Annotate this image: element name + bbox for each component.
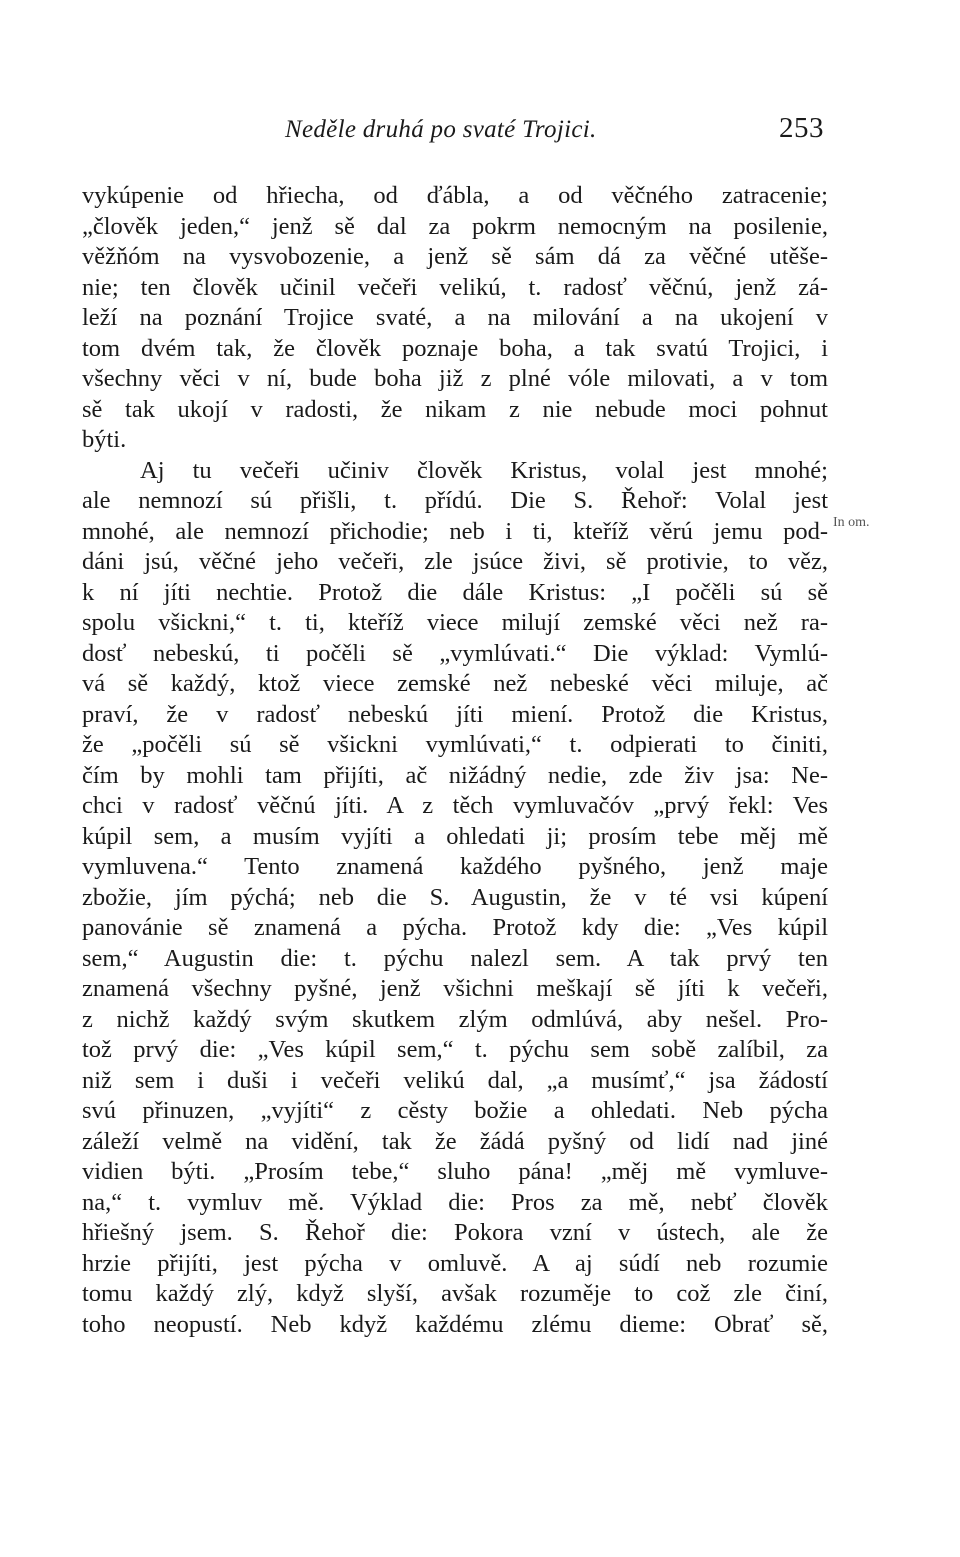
text-line: čím by mohli tam přijíti, ač nižádný nedie, zde živ jsa: Ne- [82, 761, 828, 789]
text-line: vymluvena.“ Tento znamená každého pyšného, jenž maje [82, 853, 828, 880]
text-line: dosť nebeskú, ti počěli sě „vymlúvati.“ Die výklad: Vymlú- [82, 639, 828, 667]
text-line: niž sem i duši i večeři velikú dal, „a musímť,“ jsa žádostí [82, 1066, 828, 1094]
text-line: vykúpenie od hřiecha, od ďábla, a od věčného zatracenie; [82, 182, 828, 209]
text-line: ale nemnozí sú přišli, t. přídú. Die S. Řehoř: Volal jest [82, 487, 828, 514]
text-line: toho neopustí. Neb když každému zlému dieme: Obrať sě, [82, 1310, 828, 1338]
text-line: tom dvém tak, že člověk poznaje boha, a tak svatú Trojici, i [82, 334, 828, 362]
text-line: leží na poznání Trojice svaté, a na milování a na ukojení v [82, 304, 828, 331]
text-line: sě tak ukojí v radosti, že nikam z nie nebude moci pohnut [82, 395, 828, 423]
text-line: praví, že v radosť nebeskú jíti miení. Protož die Kristus, [82, 700, 828, 728]
text-line: panovánie sě znamená a pýcha. Protož kdy die: „Ves kúpil [82, 914, 828, 941]
text-line: „člověk jeden,“ jenž sě dal za pokrm nemocným na posilenie, [82, 212, 828, 240]
text-line: vidien býti. „Prosím tebe,“ sluho pána! „měj mě vymluve- [82, 1158, 828, 1185]
page-number: 253 [779, 112, 824, 144]
text-line: na,“ t. vymluv mě. Výklad die: Pros za mě, nebť člověk [82, 1188, 828, 1216]
text-line: chci v radosť věčnú jíti. A z těch vymluvačóv „prvý řekl: Ves [82, 792, 828, 819]
text-line: k ní jíti nechtie. Protož die dále Kristus: „I počěli sú sě [82, 578, 828, 606]
text-line: dáni jsú, věčné jeho večeři, zle jsúce živi, sě protivie, to věz, [82, 548, 828, 575]
text-line: všechny věci v ní, bude boha již z plné vóle milovati, a v tom [82, 365, 828, 392]
text-line: záleží velmě na vidění, tak že žádá pyšný od lidí nad jiné [82, 1127, 828, 1155]
text-line: kúpil sem, a musím vyjíti a ohledati ji; prosím tebe měj mě [82, 822, 828, 850]
text-line: z nichž každý svým skutkem zlým odmlúvá, aby nešel. Pro- [82, 1005, 828, 1033]
text-line: zbožie, jím pýchá; neb die S. Augustin, že v té vsi kúpení [82, 883, 828, 911]
text-line: věžňóm na vysvobozenie, a jenž sě sám dá za věčné utěše- [82, 243, 828, 270]
text-line: býti. [82, 426, 127, 453]
text-line: nie; ten člověk učinil večeři velikú, t. radosť věčnú, jenž zá- [82, 273, 828, 301]
margin-note: In om. [833, 515, 870, 530]
running-title: Neděle druhá po svaté Trojici. [285, 116, 597, 143]
text-line: mnohé, ale nemnozí přichodie; neb i ti, kteříž věrú jemu pod- [82, 517, 828, 545]
text-line: hřiešný jsem. S. Řehoř die: Pokora vzní v ústech, ale že [82, 1219, 828, 1246]
text-line: svú přinuzen, „vyjíti“ z cěsty božie a ohledati. Neb pýcha [82, 1097, 828, 1124]
text-line: vá sě každý, ktož viece zemské než nebeské věci miluje, ač [82, 670, 828, 697]
paragraph-start-line: Aj tu večeři učiniv člověk Kristus, volal jest mnohé; [140, 456, 828, 484]
text-line: znamená všechny pyšné, jenž všichni meškají sě jíti k večeři, [82, 975, 828, 1002]
text-line: tomu každý zlý, když slyší, avšak rozuměje to což zle činí, [82, 1280, 828, 1307]
text-line: hrzie přijíti, jest pýcha v omluvě. A aj súdí neb rozumie [82, 1249, 828, 1277]
text-line: že „počěli sú sě všickni vymlúvati,“ t. odpierati to činiti, [82, 731, 828, 758]
text-line: sem,“ Augustin die: t. pýchu nalezl sem. A tak prvý ten [82, 944, 828, 972]
running-head [80, 112, 828, 156]
text-line: spolu všickni,“ t. ti, kteříž viece milují zemské věci než ra- [82, 609, 828, 636]
body-text [82, 181, 828, 1340]
text-line: tož prvý die: „Ves kúpil sem,“ t. pýchu sem sobě zalíbil, za [82, 1036, 828, 1063]
